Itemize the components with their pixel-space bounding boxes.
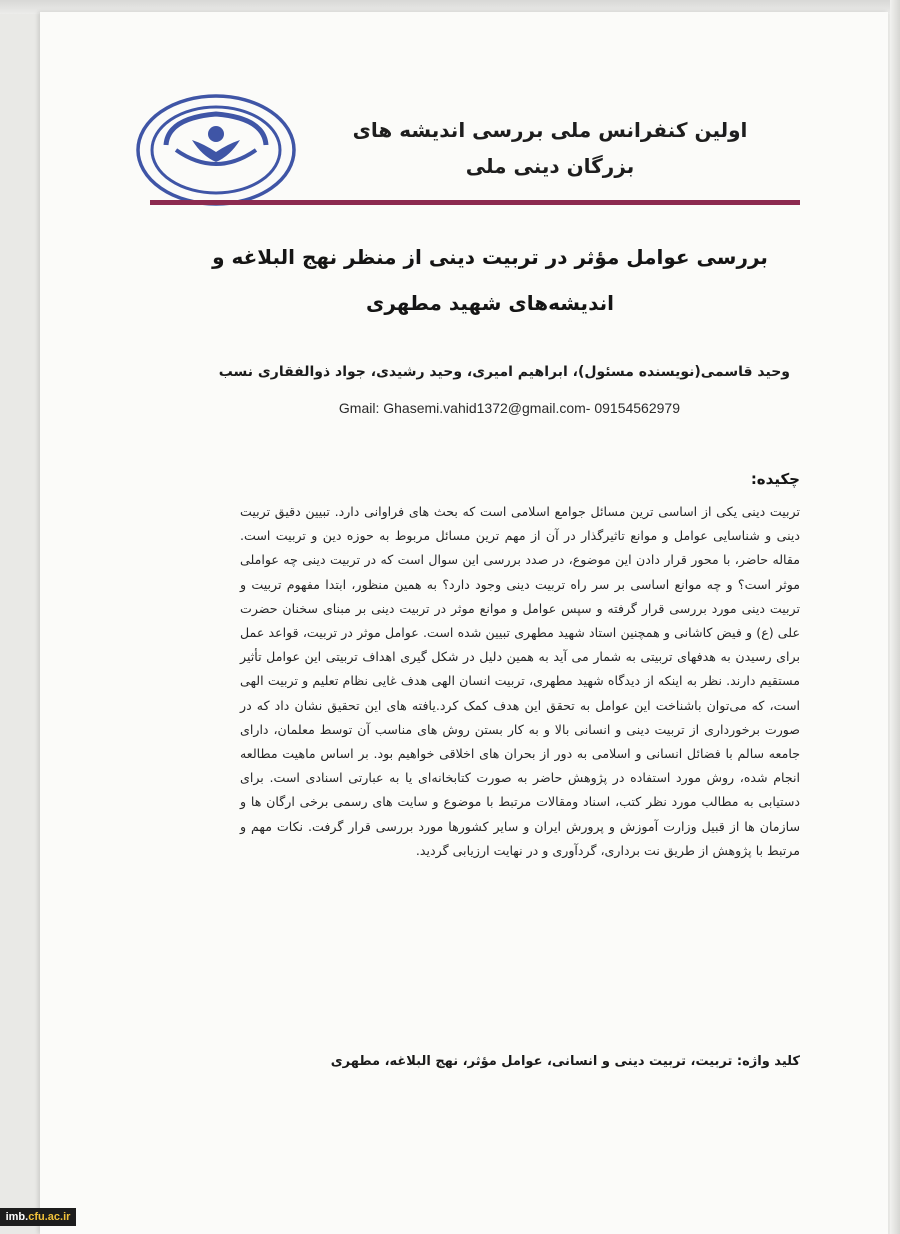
site-watermark xyxy=(0,1208,76,1226)
conference-title xyxy=(330,112,770,184)
paper-title xyxy=(190,234,790,326)
watermark-prefix: imb. xyxy=(5,1211,29,1223)
contact-email: Gmail: Ghasemi.vahid1372@gmail.com- 09154562979 xyxy=(338,400,680,416)
scan-edge-right xyxy=(890,0,900,1234)
paper-page xyxy=(40,12,888,1234)
abstract-body: تربیت دینی یکی از اساسی ترین مسائل جوامع اسلامی است که بحث های فراوانی دارد. تبیین دقیق تربیت دینی و شناسایی عوامل و موانع تاثیرگذار در آن از مهم ترین مسائل مربوط به حوزه دین و تربیت است. مقاله حاضر، با محور قرار دادن این موضوع، در صدد بررسی این سوال است که در تربیت دینی چه عواملی موثر است؟ و چه موانع اساسی بر سر راه تربیت دینی وجود دارد؟ به همین منظور، ابتدا مفهوم تربیت و تربیت دینی مورد بررسی قرار گرفته و سپس عوامل و موانع موثر در تربیت دینی بر مبنای سخنان حضرت علی (ع) و فیض کاشانی و همچنین استاد شهید مطهری تبیین شده است. عوامل موثر در تربیت، قواعد عمل برای رسیدن به هدفهای تربیتی به شمار می آید به همین دلیل در شکل گیری اهداف تربیتی این عوامل تأثیر مستقیم دارند. نظر به اینکه از دیدگاه شهید مطهری، تربیت انسان الهی هدف غایی نظام تعلیم و تربیت الهی است، که می‌توان باشناخت این عوامل به تحقق این هدف کمک کرد.یافته های این تحقیق نشان داد که در صورت برخورداری از تربیت دینی و انسانی بالا و به کار بستن روش های مناسب آن توسط معلمان، دارای جامعه سالم با فضائل انسانی و اسلامی به دور از بحران های اخلاقی خواهیم بود. بر اساس ماهیت مطالعه انجام شده، روش مورد استفاده در پژوهش حاضر به صورت کتابخانه‌ای یا به عبارتی اسنادی است. برای دستیابی به مطالب مورد نظر کتب، اسناد ومقالات مرتبط با موضوع و سایت های رسمی برخی ارگان ها و سازمان ها از قبیل وزارت آموزش و پرورش ایران و سایر کشورها مورد بررسی قرار گرفت. نکات مهم و مرتبط با پژوهش از طریق نت برداری، گردآوری و در نهایت ارزیابی گردید. xyxy=(240,504,800,858)
abstract-heading: چکیده: xyxy=(750,470,800,488)
watermark-domain: cfu.ac.ir xyxy=(28,1211,71,1223)
conference-title-line2: بزرگان دینی ملی xyxy=(465,154,635,178)
paper-title-line1: بررسی عوامل مؤثر در تربیت دینی از منظر نهج البلاغه و xyxy=(212,245,768,269)
paper-title-line2: اندیشه‌های شهید مطهری xyxy=(366,291,614,315)
keywords: کلید واژه: تربیت، تربیت دینی و انسانی، عوامل مؤثر، نهج البلاغه، مطهری xyxy=(330,1054,800,1069)
conference-title-line1: اولین کنفرانس ملی بررسی اندیشه های xyxy=(352,118,748,142)
header-divider xyxy=(150,200,800,205)
paper-authors: وحید قاسمی(نویسنده مسئول)، ابراهیم امیری، وحید رشیدی، جواد ذوالفقاری نسب xyxy=(218,364,790,380)
conference-logo-icon xyxy=(132,90,300,210)
